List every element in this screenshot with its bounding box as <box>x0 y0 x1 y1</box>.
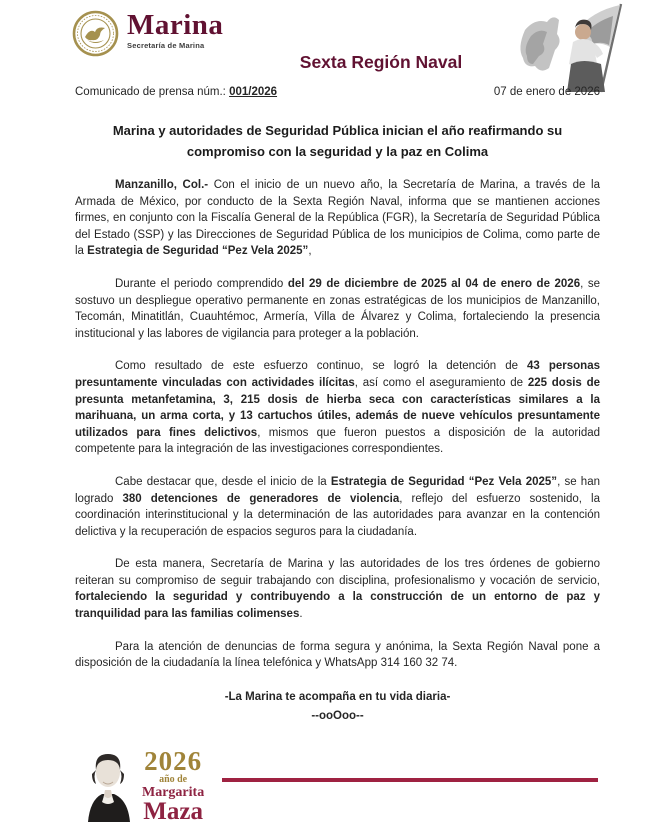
meta-row <box>75 86 600 98</box>
footer-divider-rule <box>222 778 598 782</box>
bulletin-number-line <box>75 86 277 98</box>
end-separator: --ooOoo-- <box>311 709 364 722</box>
document-title: Marina y autoridades de Seguridad Pública inician el año reafirmando su compromiso con la seguridad y la paz en Colima <box>112 123 563 159</box>
year-caption: año de <box>159 774 188 785</box>
bulletin-number: 001/2026 <box>229 86 278 98</box>
release-date: 07 de enero de 2026 <box>493 86 600 98</box>
margarita-maza-portrait <box>78 744 138 826</box>
year-logo-text <box>142 748 204 824</box>
person-last-name: Maza <box>143 798 203 825</box>
bulletin-label: Comunicado de prensa núm.: <box>75 86 226 98</box>
year-label: 2026 <box>144 746 203 776</box>
brand-subtitle: Secretaría de Marina <box>127 41 205 50</box>
paragraph: Como resultado de este esfuerzo continuo, se logró la detención de 43 personas presuntamente vinculadas con actividades ilícitas, así como el aseguramiento de 225 dosis de presunta metanfetamina, 3, 215 dosis de hierba seca con características similares a la marihuana, un arma corta, y 13 cartuchos útiles, además de nueve vehículos presuntamente utilizados para fines delictivos, mismos que fueron puestos a disposición de la autoridad competente para la integración de las investigaciones correspondientes. <box>75 360 601 456</box>
paragraph: Durante el periodo comprendido del 29 de diciembre de 2025 al 04 de enero de 2026, se sostuvo un despliegue operativo permanente en zonas estratégicas de los municipios de Manzanillo, Tecomán, Minatitlán, Cuauhtémoc, Armería, Villa de Álvarez y Colima, fortaleciendo la presencia institucional y las labores de vigilancia para proteger a la población. <box>75 277 600 340</box>
navy-eagle-seal-icon <box>72 10 119 57</box>
closing-slogan: -La Marina te acompaña en tu vida diaria- <box>224 690 451 703</box>
paragraph: Manzanillo, Col.- Con el inicio de un nuevo año, la Secretaría de Marina, a través de la Armada de México, por conducto de la Sexta Región Naval, informa que se mantienen acciones firmes, en conjunto con la Fiscalía General de la República (FGR), la Secretaría de Seguridad Pública del Estado (SSP) y las Direcciones de Seguridad Pública de los municipios de Colima, como parte de la Estrategia de Seguridad “Pez Vela 2025”, <box>75 179 600 258</box>
brand-wordmark: Marina <box>127 9 224 41</box>
woman-with-mexican-flag-art <box>517 2 643 94</box>
body-paragraphs <box>75 177 600 672</box>
paragraph: Para la atención de denuncias de forma segura y anónima, la Sexta Región Naval pone a disposición de la ciudadanía la línea telefónica y WhatsApp 314 160 32 74. <box>75 640 600 670</box>
header <box>0 0 657 106</box>
document-body <box>75 120 600 726</box>
margarita-maza-year-logo <box>78 744 204 826</box>
paragraph: Cabe destacar que, desde el inicio de la Estrategia de Seguridad “Pez Vela 2025”, se han logrado 380 detenciones de generadores de violencia, reflejo del esfuerzo sostenido, la coordinación interinstitucional y la determinación de las autoridades para avanzar en la contención delictiva y la recuperación de espacios seguros para la ciudadanía. <box>75 475 601 538</box>
paragraph: De esta manera, Secretaría de Marina y las autoridades de los tres órdenes de gobierno reiteran su compromiso de seguir trabajando con disciplina, profesionalismo y vocación de servicio, fortaleciendo la seguridad y contribuyendo a la construcción de un entorno de paz y tranquilidad para las familias colimenses. <box>75 558 600 621</box>
region-title: Sexta Región Naval <box>299 52 463 72</box>
marina-brand-logo <box>72 10 223 57</box>
person-first-name: Margarita <box>142 785 205 800</box>
